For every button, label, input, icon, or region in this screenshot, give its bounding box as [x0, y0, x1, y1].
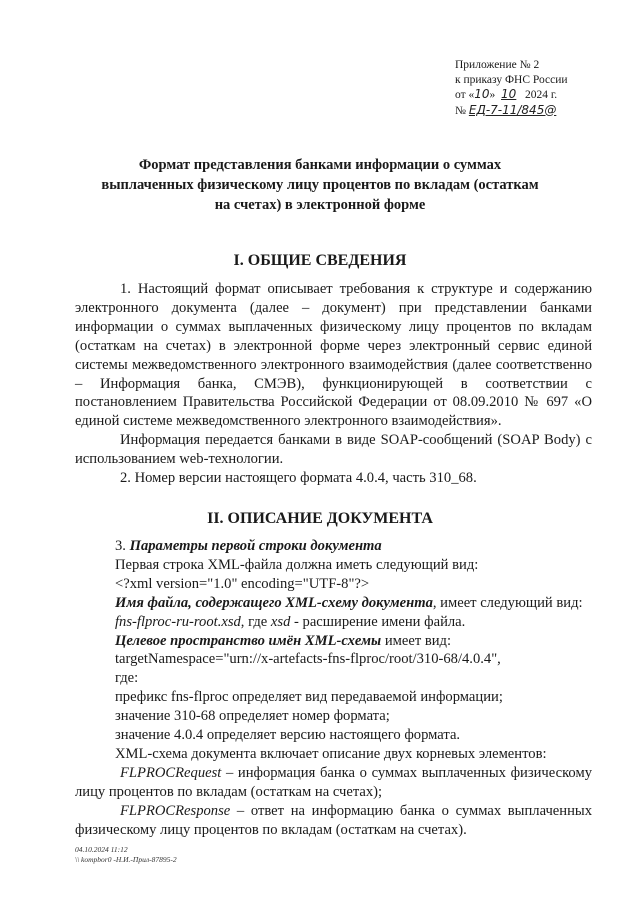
date-day-handwritten: 10 [474, 87, 490, 101]
where-label: где: [115, 670, 139, 687]
footer-file-path: \\ kompbor0 -Н.И.-Прил-87895-2 [75, 855, 177, 864]
flproc-response-paragraph [75, 802, 592, 840]
xml-declaration: <?xml version="1.0" encoding="UTF-8"?> [115, 575, 370, 592]
flproc-request-paragraph [75, 764, 592, 802]
paragraph-3-heading [75, 537, 592, 556]
flproc-request-description: – информация банка о суммах выплаченных физическому лицу процентов по вкладам (остаткам на счетах); [75, 764, 592, 800]
flproc-response-description: – ответ на информацию банка о суммах выплаченных физическому лицу процентов по вкладам (остаткам на счетах). [75, 802, 592, 838]
version-description: значение 4.0.4 определяет версию настоящего формата. [115, 727, 461, 744]
first-line-description: Первая строка XML-файла должна иметь следующий вид: [115, 556, 479, 573]
xsd-extension: xsd [270, 613, 291, 630]
date-prefix: от « [455, 89, 475, 101]
appendix-line-1: Приложение № 2 [455, 59, 540, 71]
prefix-description: префикс fns-flproc определяет вид передаваемой информации; [115, 689, 503, 706]
section-1-heading: I. ОБЩИЕ СВЕДЕНИЯ [233, 252, 407, 269]
schema-file-rest: , имеет следующий вид: [432, 594, 583, 611]
flproc-request-element: FLPROCRequest [120, 764, 222, 781]
date-month-handwritten: 10 [501, 87, 517, 101]
appendix-number-line [455, 103, 605, 119]
section-2-body [75, 537, 592, 840]
paragraph-3-title: Параметры первой строки документа [129, 538, 382, 554]
format-number-description: значение 310-68 определяет номер формата; [115, 708, 390, 725]
schema-file-name-rest: - расширение имени файла. [290, 613, 466, 630]
footer-stamp [75, 845, 177, 865]
order-number-handwritten: ЕД-7-11/845@ [468, 102, 557, 117]
date-mid: » [489, 89, 496, 101]
target-namespace-heading [75, 632, 592, 651]
target-namespace-rest: имеет вид: [381, 632, 452, 649]
schema-file-name: fns-flproc-ru-root.xsd [115, 613, 241, 630]
flproc-response-element: FLPROCResponse [120, 802, 231, 819]
target-namespace-label: Целевое пространство имён XML-схемы [115, 632, 382, 649]
appendix-block [455, 58, 605, 118]
paragraph-2: 2. Номер версии настоящего формата 4.0.4, часть 310_68. [120, 470, 477, 487]
section-2-heading: II. ОПИСАНИЕ ДОКУМЕНТА [207, 510, 433, 527]
paragraph-1: 1. Настоящий формат описывает требования к структуре и содержанию электронного документа (далее – документ) при представлении банками информации о суммах выплаченных физическому лицу процентов по вкладам (остаткам на счетах) в электронной форме через электронный сервис единой системы межведомственного электронного взаимодействия (далее соответственно – Информация банка, СМЭВ), функционирующей в соответствии с постановлением Правительства Российской Федерации от 08.09.2010 № 697 «О единой системе межведомственного электронного взаимодействия». [75, 281, 592, 430]
section-1-body [75, 280, 592, 488]
document-title: Формат представления банками информации о суммах выплаченных физическому лицу процентов по вкладам (остаткам на счетах) в электронной форме [101, 157, 539, 213]
target-namespace-value: targetNamespace="urn://x-artefacts-fns-flproc/root/310-68/4.0.4", [115, 651, 501, 668]
paragraph-info-transfer: Информация передается банками в виде SOAP-сообщений (SOAP Body) с использованием web-технологии. [75, 432, 592, 468]
schema-file-label: Имя файла, содержащего XML-схему документа [115, 594, 433, 611]
paragraph-3-number: 3. [115, 538, 126, 554]
appendix-date-line [455, 87, 605, 103]
schema-file-name-sep: , где [240, 613, 271, 630]
number-prefix: № [455, 104, 466, 117]
footer-timestamp: 04.10.2024 11:12 [75, 845, 128, 854]
schema-file-line [75, 594, 592, 613]
appendix-line-2: к приказу ФНС России [455, 73, 568, 86]
root-elements-intro: XML-схема документа включает описание двух корневых элементов: [115, 745, 547, 762]
date-year: 2024 г. [524, 89, 558, 101]
schema-file-name-line [75, 613, 592, 632]
